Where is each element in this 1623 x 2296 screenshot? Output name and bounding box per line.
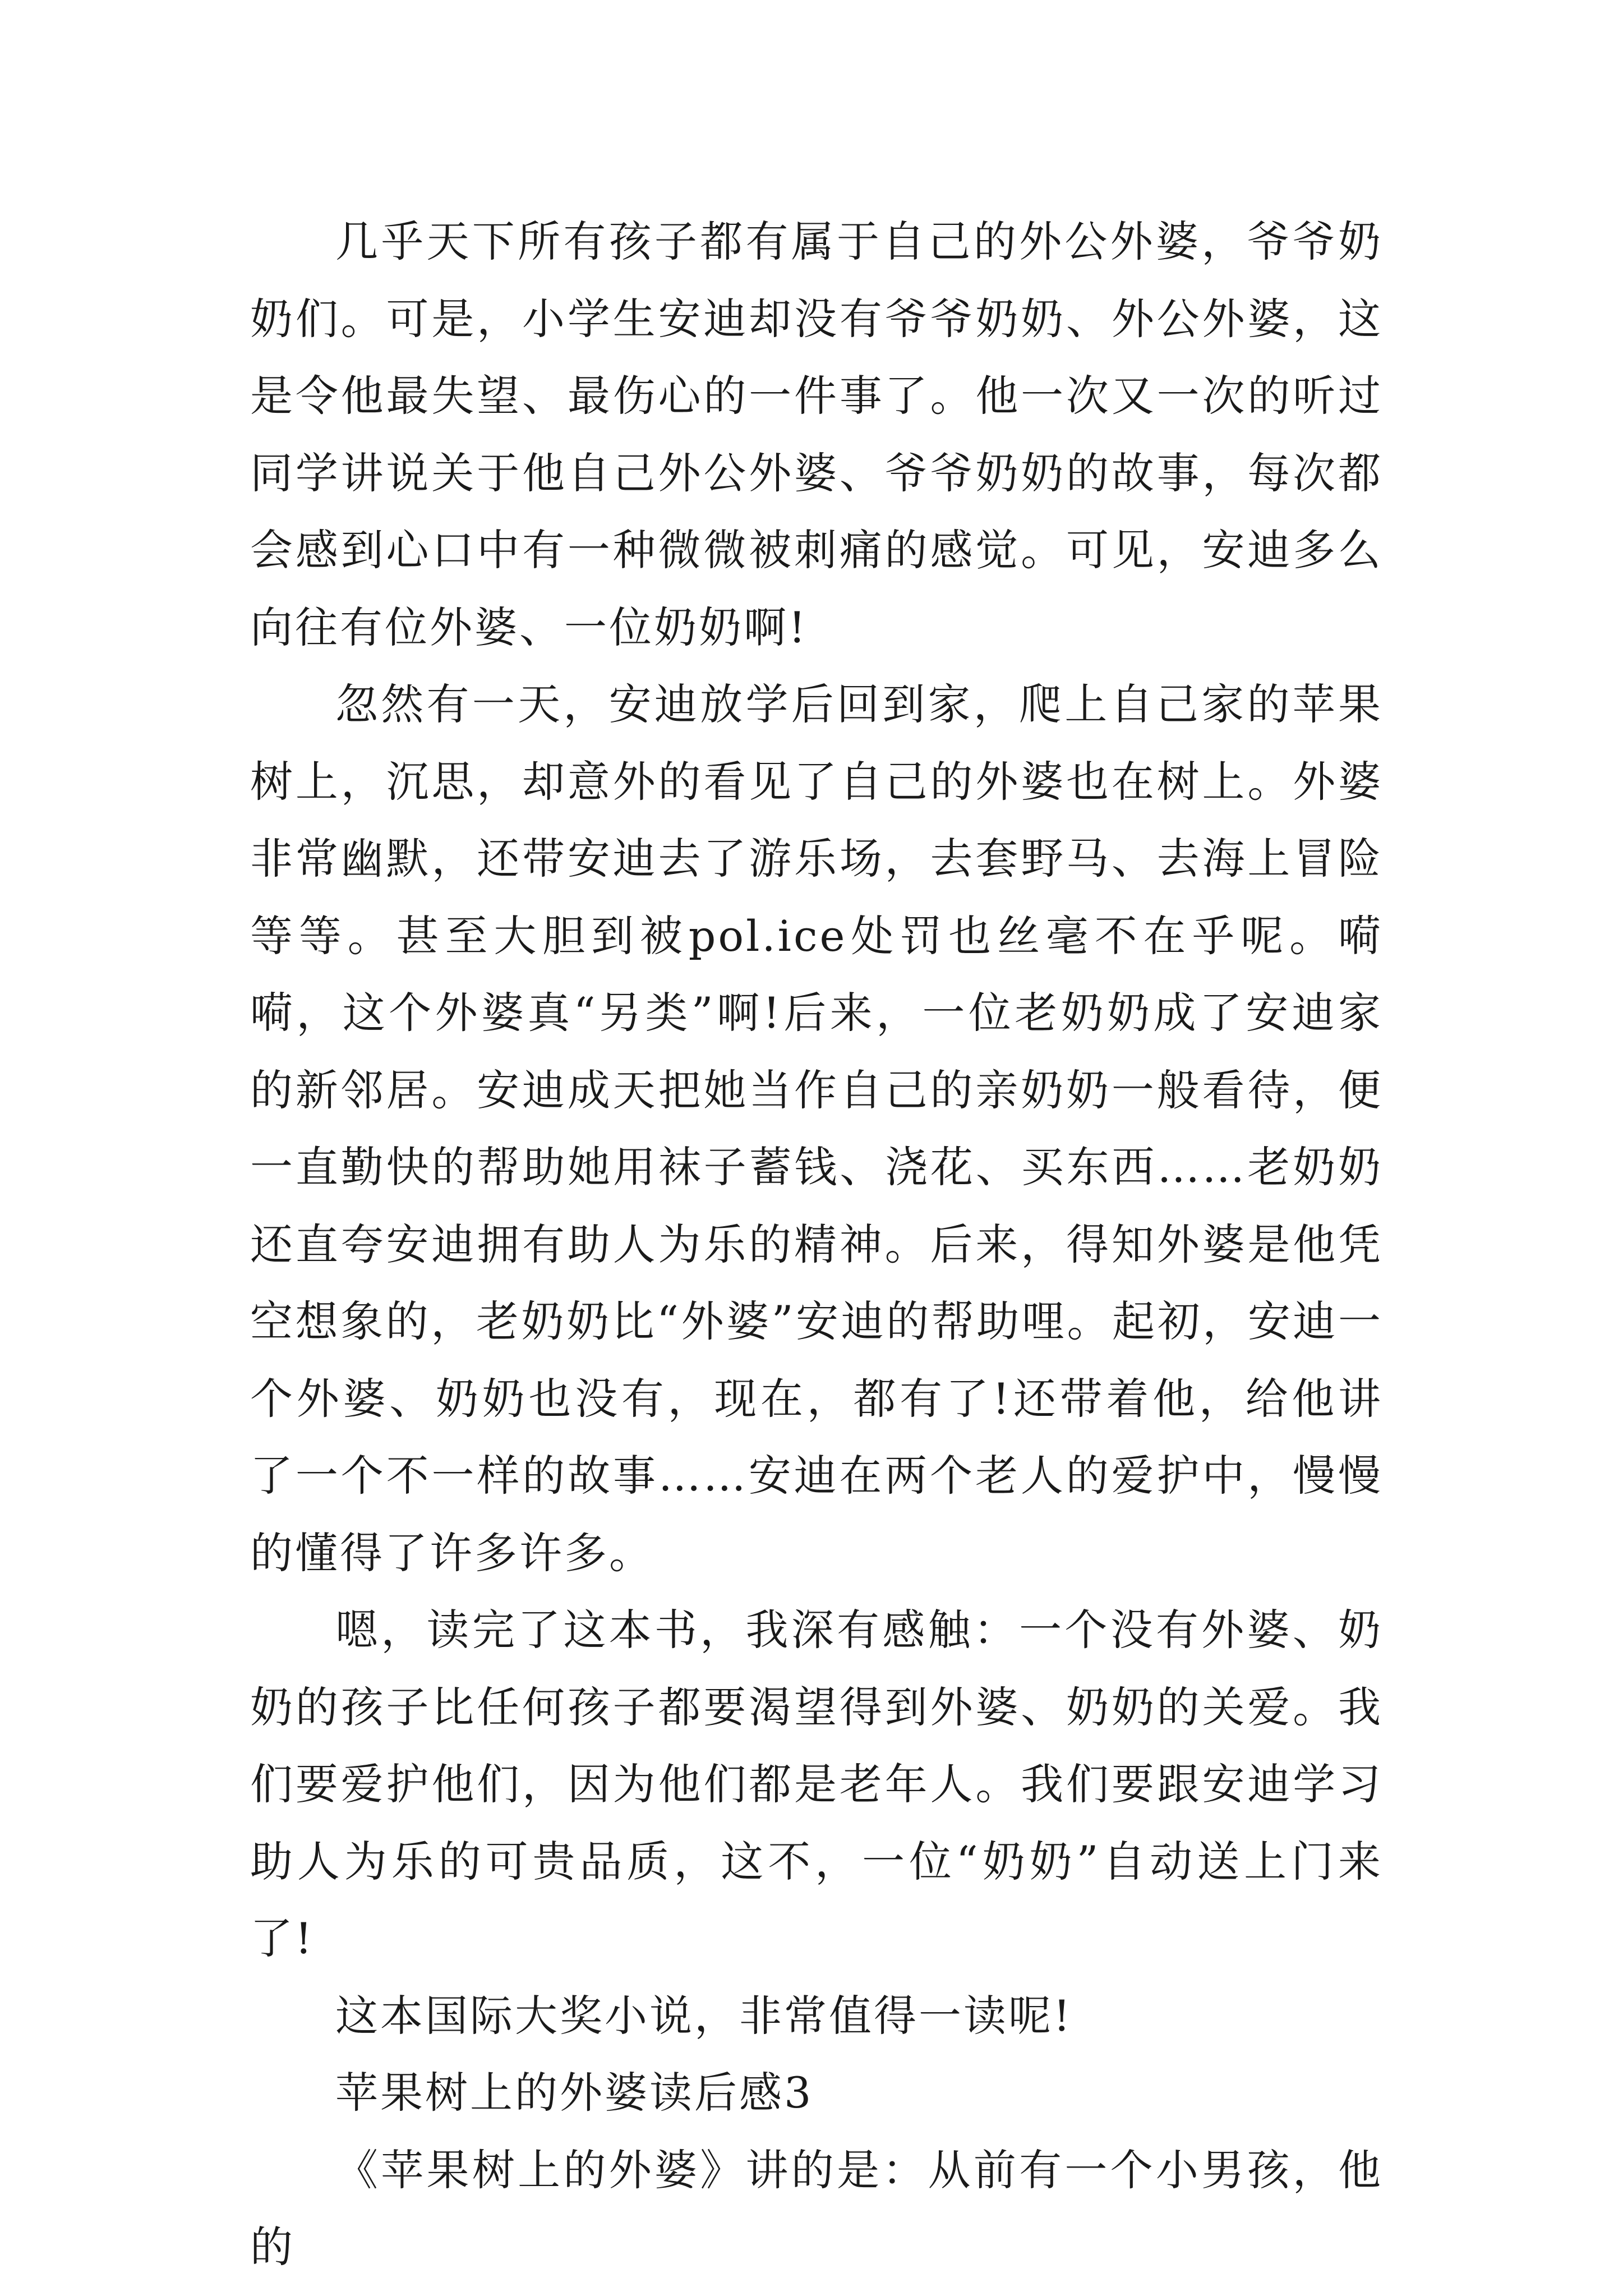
paragraph-3: 嗯，读完了这本书，我深有感触：一个没有外婆、奶奶的孩子比任何孩子都要渴望得到外婆、奶奶的关爱。我们要爱护他们，因为他们都是老年人。我们要跟安迪学习助人为乐的可贵品质，这不，一位“奶奶”自动送上门来了! — [250, 1605, 1383, 1963]
paragraph-1: 几乎天下所有孩子都有属于自己的外公外婆，爷爷奶奶们。可是，小学生安迪却没有爷爷奶奶、外公外婆，这是令他最失望、最伤心的一件事了。他一次又一次的听过同学讲说关于他自己外公外婆、爷爷奶奶的故事，每次都会感到心口中有一种微微被刺痛的感觉。可见，安迪多么向往有位外婆、一位奶奶啊! — [250, 217, 1383, 652]
paragraph-2: 忽然有一天，安迪放学后回到家，爬上自己家的苹果树上，沉思，却意外的看见了自己的外婆也在树上。外婆非常幽默，还带安迪去了游乐场，去套野马、去海上冒险等等。甚至大胆到被pol.ice处罚也丝毫不在乎呢。嗬嗬，这个外婆真“另类”啊!后来，一位老奶奶成了安迪家的新邻居。安迪成天把她当作自己的亲奶奶一般看待，便一直勤快的帮助她用袜子蓄钱、浇花、买东西……老奶奶还直夸安迪拥有助人为乐的精神。后来，得知外婆是他凭空想象的，老奶奶比“外婆”安迪的帮助哩。起初，安迪一个外婆、奶奶也没有，现在，都有了!还带着他，给他讲了一个不一样的故事……安迪在两个老人的爱护中，慢慢的懂得了许多许多。 — [250, 679, 1383, 1578]
paragraph-4: 这本国际大奖小说，非常值得一读呢! — [335, 1990, 1073, 2041]
document-body — [250, 203, 1383, 2286]
section-title: 苹果树上的外婆读后感3 — [335, 2068, 814, 2118]
paragraph-5: 《苹果树上的外婆》讲的是：从前有一个小男孩，他的 — [250, 2145, 1383, 2272]
